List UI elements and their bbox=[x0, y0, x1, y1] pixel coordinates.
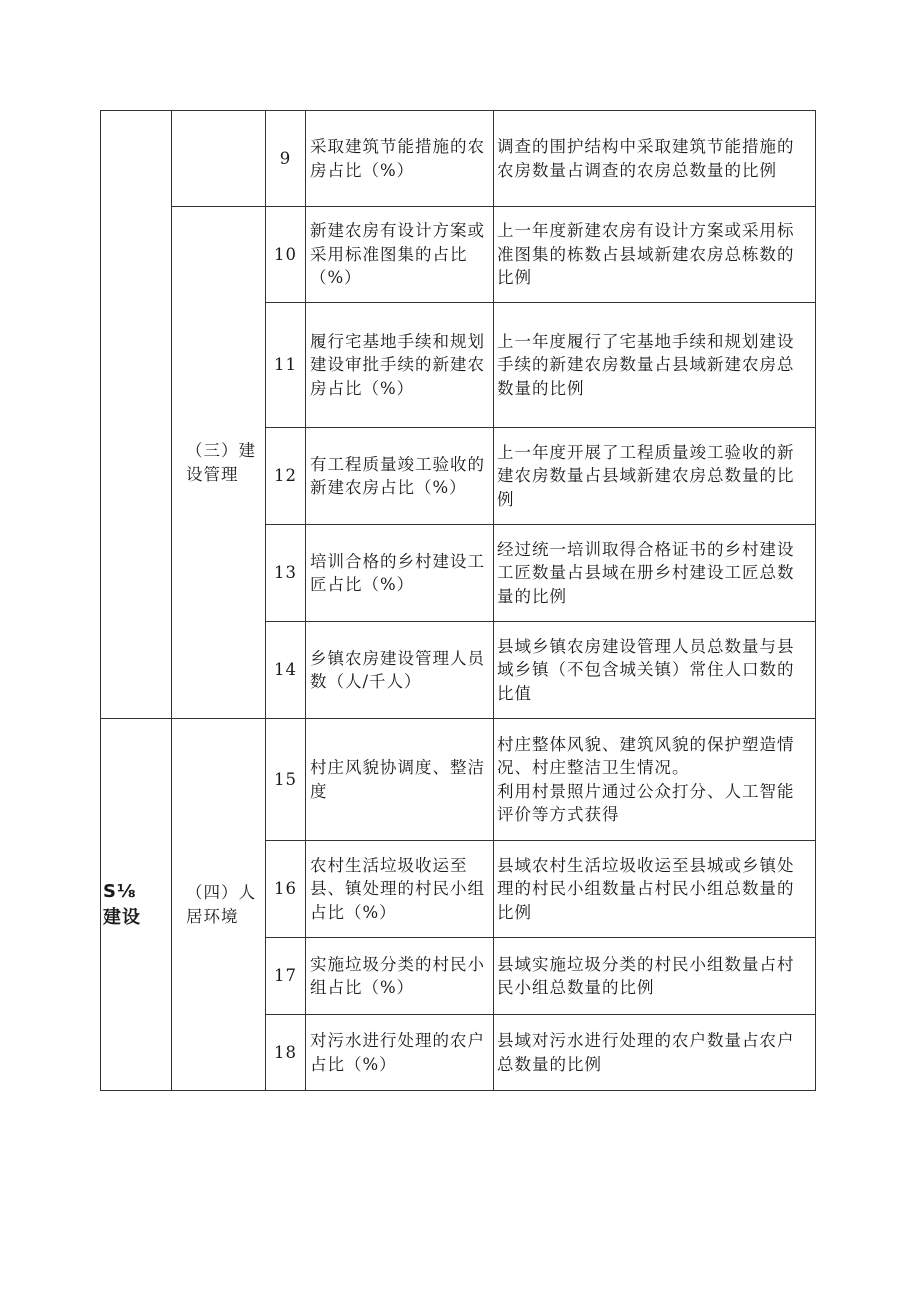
indicator-description: 经过统一培训取得合格证书的乡村建设工匠数量占县域在册乡村建设工匠总数量的比例 bbox=[494, 525, 816, 622]
indicator-name: 培训合格的乡村建设工匠占比（%） bbox=[306, 525, 494, 622]
indicator-description: 上一年度开展了工程质量竣工验收的新建农房数量占县域新建农房总数量的比例 bbox=[494, 428, 816, 525]
table-row bbox=[101, 207, 816, 303]
group-label-line1: （四）人 bbox=[186, 883, 256, 902]
table-row bbox=[101, 111, 816, 207]
row-number: 15 bbox=[266, 719, 306, 841]
group-construction-management bbox=[172, 207, 266, 719]
group-label-line2: 居环境 bbox=[186, 906, 239, 926]
row-number: 18 bbox=[266, 1015, 306, 1091]
indicator-name: 履行宅基地手续和规划建设审批手续的新建农房占比（%） bbox=[306, 303, 494, 428]
row-number: 14 bbox=[266, 622, 306, 719]
description-part2: 利用村景照片通过公众打分、人工智能评价等方式获得 bbox=[497, 781, 795, 824]
indicator-name: 实施垃圾分类的村民小组占比（%） bbox=[306, 938, 494, 1015]
indicator-description: 调查的围护结构中采取建筑节能措施的农房数量占调查的农房总数量的比例 bbox=[494, 111, 816, 207]
indicator-name: 新建农房有设计方案或采用标准图集的占比（%） bbox=[306, 207, 494, 303]
category-label-line2: 建设 bbox=[103, 906, 141, 928]
indicator-name: 有工程质量竣工验收的新建农房占比（%） bbox=[306, 428, 494, 525]
indicator-name: 乡镇农房建设管理人员数（人/千人） bbox=[306, 622, 494, 719]
category-cell bbox=[101, 719, 172, 1091]
row-number: 13 bbox=[266, 525, 306, 622]
row-number: 12 bbox=[266, 428, 306, 525]
indicator-table bbox=[100, 110, 816, 1091]
indicator-name: 村庄风貌协调度、整洁度 bbox=[306, 719, 494, 841]
indicator-name: 对污水进行处理的农户占比（%） bbox=[306, 1015, 494, 1091]
indicator-name: 采取建筑节能措施的农房占比（%） bbox=[306, 111, 494, 207]
indicator-description: 县域对污水进行处理的农户数量占农户总数量的比例 bbox=[494, 1015, 816, 1091]
row-number: 17 bbox=[266, 938, 306, 1015]
indicator-description: 上一年度履行了宅基地手续和规划建设手续的新建农房数量占县域新建农房总数量的比例 bbox=[494, 303, 816, 428]
row-number: 11 bbox=[266, 303, 306, 428]
row-number: 16 bbox=[266, 841, 306, 938]
group-cell-empty bbox=[172, 111, 266, 207]
indicator-description: 县域乡镇农房建设管理人员总数量与县域乡镇（不包含城关镇）常住人口数的比值 bbox=[494, 622, 816, 719]
indicator-name: 农村生活垃圾收运至县、镇处理的村民小组占比（%） bbox=[306, 841, 494, 938]
group-label-line1: （三）建 bbox=[186, 441, 256, 460]
indicator-description bbox=[494, 719, 816, 841]
category-label-line1: S⅛ bbox=[103, 880, 137, 902]
row-number: 9 bbox=[266, 111, 306, 207]
indicator-description: 上一年度新建农房有设计方案或采用标准图集的栋数占县域新建农房总栋数的比例 bbox=[494, 207, 816, 303]
description-part1: 村庄整体风貌、建筑风貌的保护塑造情况、村庄整洁卫生情况。 bbox=[497, 734, 795, 777]
table-row bbox=[101, 719, 816, 841]
group-living-environment bbox=[172, 719, 266, 1091]
category-cell-empty bbox=[101, 111, 172, 719]
indicator-description: 县域农村生活垃圾收运至县城或乡镇处理的村民小组数量占村民小组总数量的比例 bbox=[494, 841, 816, 938]
row-number: 10 bbox=[266, 207, 306, 303]
indicator-description: 县域实施垃圾分类的村民小组数量占村民小组总数量的比例 bbox=[494, 938, 816, 1015]
group-label-line2: 设管理 bbox=[186, 464, 239, 484]
